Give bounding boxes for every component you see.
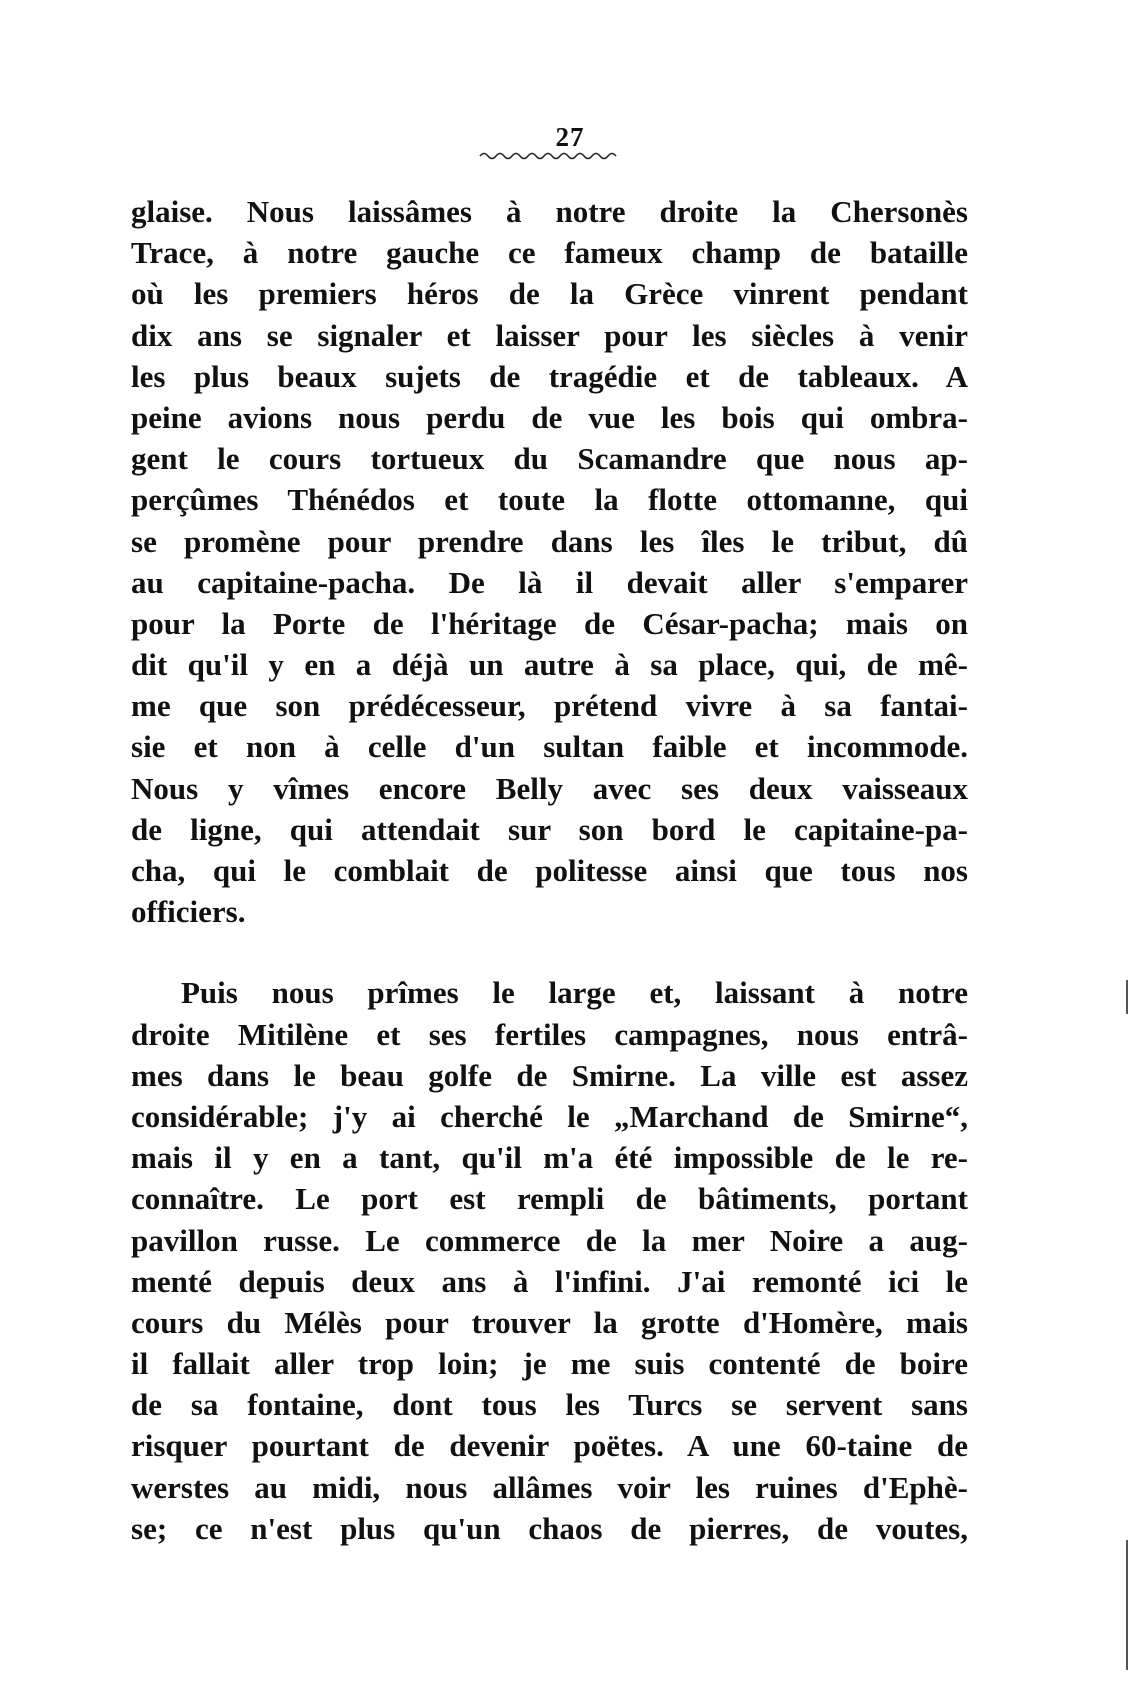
page-number: 27: [555, 122, 585, 152]
scan-edge-mark: [1126, 1540, 1128, 1670]
text-line: au capitaine-pacha. De là il devait aller s'emparer: [131, 564, 968, 600]
paragraph-2: [131, 972, 968, 1549]
scan-edge-mark: [1126, 980, 1128, 1014]
text-line: de ligne, qui attendait sur son bord le capitaine-pa-: [131, 811, 968, 847]
text-line: de sa fontaine, dont tous les Turcs se servent sans: [131, 1387, 968, 1423]
text-line: werstes au midi, nous allâmes voir les ruines d'Ephè-: [131, 1469, 968, 1505]
text-line: pour la Porte de l'héritage de César-pacha; mais on: [131, 605, 968, 641]
text-line: mes dans le beau golfe de Smirne. La ville est assez: [131, 1057, 968, 1093]
text-line: sie et non à celle d'un sultan faible et incommode.: [131, 729, 968, 765]
text-line: il fallait aller trop loin; je me suis contenté de boire: [131, 1346, 968, 1382]
text-line: dit qu'il y en a déjà un autre à sa place, qui, de mê-: [131, 647, 968, 683]
text-line: considérable; j'y ai cherché le „Marchand de Smirne“,: [131, 1098, 968, 1134]
text-line: connaître. Le port est rempli de bâtiments, portant: [131, 1181, 968, 1217]
text-line: droite Mitilène et ses fertiles campagnes, nous entrâ-: [131, 1016, 968, 1052]
text-line: perçûmes Thénédos et toute la flotte ottomanne, qui: [131, 482, 968, 518]
text-line: risquer pourtant de devenir poëtes. A une 60-taine de: [131, 1428, 968, 1464]
text-line: Trace, à notre gauche ce fameux champ de bataille: [131, 235, 968, 271]
text-line: mais il y en a tant, qu'il m'a été impossible de le re-: [131, 1140, 968, 1176]
text-line: cha, qui le comblait de politesse ainsi que tous nos: [131, 853, 968, 888]
text-line: les plus beaux sujets de tragédie et de tableaux. A: [131, 358, 968, 394]
text-line: menté depuis deux ans à l'infini. J'ai remonté ici le: [131, 1263, 968, 1299]
text-line: se promène pour prendre dans les îles le tribut, dû: [131, 523, 968, 559]
text-line: officiers.: [131, 894, 246, 930]
text-line: où les premiers héros de la Grèce vinrent pendant: [131, 276, 968, 312]
paragraph-spacer: [131, 932, 968, 972]
text-line: pavillon russe. Le commerce de la mer Noire a aug-: [131, 1222, 968, 1258]
paragraph-1: [131, 191, 968, 932]
text-line: Puis nous prîmes le large et, laissant à notre: [181, 975, 968, 1011]
text-line: Nous y vîmes encore Belly avec ses deux vaisseaux: [131, 770, 968, 806]
page-body-text: [131, 191, 968, 1549]
text-line: cours du Mélès pour trouver la grotte d'Homère, mais: [131, 1304, 968, 1340]
text-line: dix ans se signaler et laisser pour les siècles à venir: [131, 317, 968, 353]
wavy-rule-ornament: [478, 150, 618, 162]
text-line: glaise. Nous laissâmes à notre droite la Chersonès: [131, 194, 968, 229]
text-line: se; ce n'est plus qu'un chaos de pierres, de voutes,: [131, 1510, 968, 1546]
text-line: me que son prédécesseur, prétend vivre à sa fantai-: [131, 688, 968, 724]
text-line: gent le cours tortueux du Scamandre que nous ap-: [131, 441, 968, 477]
text-line: peine avions nous perdu de vue les bois qui ombra-: [131, 399, 968, 435]
